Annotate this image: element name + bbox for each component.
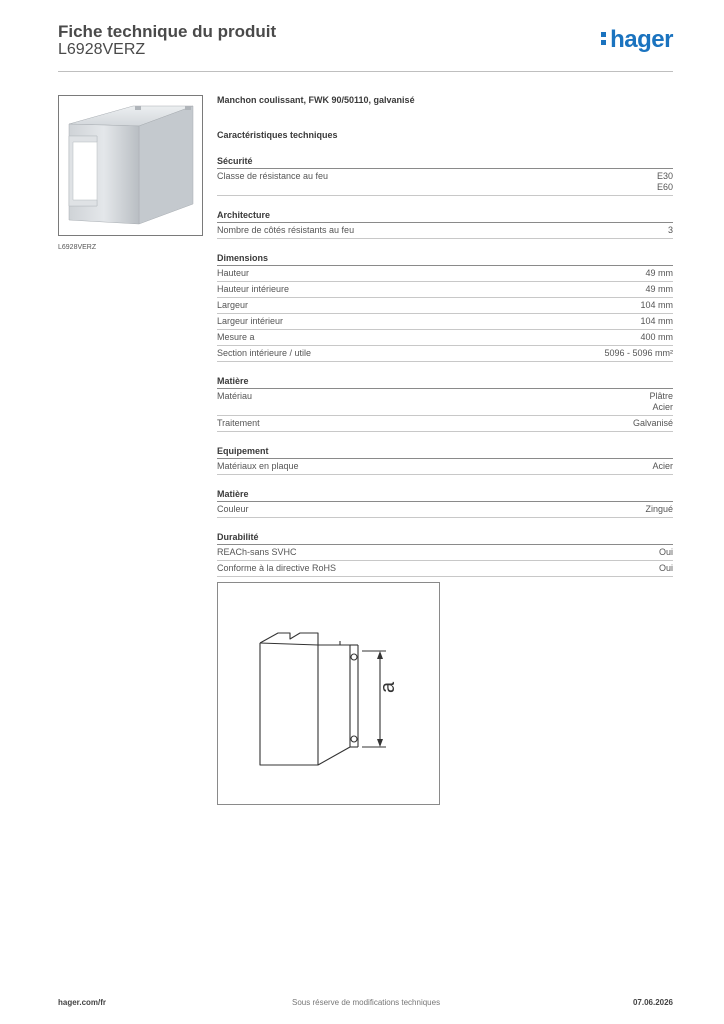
technical-drawing <box>217 582 440 805</box>
spec-row <box>217 282 673 298</box>
spec-label: Hauteur <box>217 268 250 278</box>
spec-value <box>668 225 673 236</box>
spec-label: Largeur intérieur <box>217 316 284 326</box>
spec-value-line: 104 mm <box>640 300 673 310</box>
spec-value <box>649 391 673 413</box>
spec-value-line: Acier <box>652 461 673 471</box>
spec-value <box>657 171 673 193</box>
spec-label: Hauteur intérieure <box>217 284 290 294</box>
spec-value-line: 49 mm <box>645 284 673 294</box>
logo-dots-icon <box>601 29 607 48</box>
hager-logo <box>601 26 673 54</box>
spec-label: Matériau <box>217 391 253 401</box>
spec-row <box>217 223 673 239</box>
dimension-label-a: a <box>377 681 399 693</box>
spec-group-title: Sécurité <box>217 156 673 169</box>
spec-label: Traitement <box>217 418 260 428</box>
page-header <box>58 20 673 72</box>
footer-date: 07.06.2026 <box>632 998 673 1007</box>
photo-caption: L6928VERZ <box>58 244 97 251</box>
spec-value-line: 5096 - 5096 mm² <box>604 348 673 358</box>
spec-group <box>217 376 673 432</box>
spec-value <box>659 547 673 558</box>
spec-row <box>217 502 673 518</box>
spec-value-line: 104 mm <box>640 316 673 326</box>
spec-label: Couleur <box>217 504 249 514</box>
spec-value-line: 400 mm <box>640 332 673 342</box>
document-title: Fiche technique du produit <box>58 22 277 41</box>
product-description: Manchon coulissant, FWK 90/50110, galvanisé <box>217 95 415 105</box>
spec-group-title: Matière <box>217 489 673 502</box>
spec-row <box>217 459 673 475</box>
tech-heading: Caractéristiques techniques <box>217 130 338 140</box>
spec-group-title: Architecture <box>217 210 673 223</box>
spec-group-title: Equipement <box>217 446 673 459</box>
product-details <box>217 95 673 609</box>
spec-group-title: Durabilité <box>217 532 673 545</box>
spec-label: Matériaux en plaque <box>217 461 299 471</box>
product-photo <box>58 95 203 236</box>
spec-value <box>640 316 673 327</box>
spec-label: Conforme à la directive RoHS <box>217 563 337 573</box>
spec-row <box>217 416 673 432</box>
spec-value-line: Galvanisé <box>632 418 673 428</box>
spec-label: Section intérieure / utile <box>217 348 312 358</box>
spec-row <box>217 314 673 330</box>
spec-value <box>659 563 673 574</box>
spec-row <box>217 298 673 314</box>
spec-value-line: E60 <box>656 182 673 192</box>
spec-row <box>217 346 673 362</box>
spec-value-line: Oui <box>658 563 673 573</box>
spec-group <box>217 156 673 196</box>
spec-label: Largeur <box>217 300 249 310</box>
spec-value-line: 49 mm <box>645 268 673 278</box>
footer-website-link[interactable]: hager.com/fr <box>58 998 107 1007</box>
spec-value-line: Zingué <box>645 504 673 514</box>
spec-value <box>640 332 673 343</box>
spec-group <box>217 489 673 518</box>
spec-value-line: Oui <box>658 547 673 557</box>
spec-value <box>640 300 673 311</box>
spec-value <box>645 268 673 279</box>
spec-group <box>217 532 673 577</box>
spec-row <box>217 545 673 561</box>
spec-row <box>217 330 673 346</box>
spec-row <box>217 561 673 577</box>
spec-label: REACh-sans SVHC <box>217 547 297 557</box>
spec-group <box>217 446 673 475</box>
spec-value <box>652 461 673 472</box>
characteristics-list <box>217 156 673 577</box>
spec-value-line: Acier <box>652 402 673 412</box>
spec-group <box>217 210 673 239</box>
spec-group-title: Matière <box>217 376 673 389</box>
spec-value-line: E30 <box>656 171 673 181</box>
spec-row <box>217 169 673 196</box>
spec-group-title: Dimensions <box>217 253 673 266</box>
spec-value-line: 3 <box>667 225 673 235</box>
spec-value <box>604 348 673 359</box>
spec-label: Mesure a <box>217 332 255 342</box>
spec-group <box>217 253 673 362</box>
spec-row <box>217 389 673 416</box>
spec-label: Classe de résistance au feu <box>217 171 329 181</box>
footer-disclaimer: Sous réserve de modifications techniques <box>292 998 441 1007</box>
spec-row <box>217 266 673 282</box>
spec-value-line: Plâtre <box>649 391 673 401</box>
spec-label: Nombre de côtés résistants au feu <box>217 225 355 235</box>
spec-value <box>645 504 673 515</box>
product-reference: L6928VERZ <box>58 41 146 58</box>
spec-value <box>633 418 673 429</box>
spec-value <box>645 284 673 295</box>
logo-text: hager <box>610 26 673 53</box>
dimension-drawing <box>218 583 439 804</box>
cable-duct-sleeve-image <box>59 96 202 235</box>
